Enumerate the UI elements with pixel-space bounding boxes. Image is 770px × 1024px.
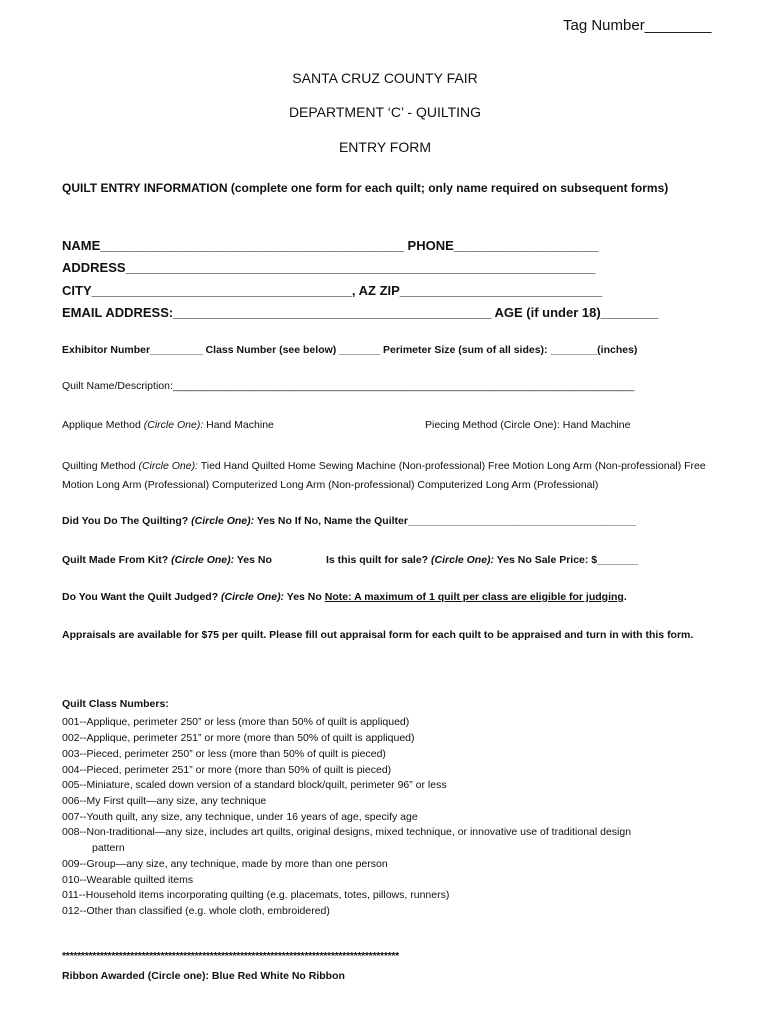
class-item: 005--Miniature, scaled down version of a standard block/quilt, perimeter 96” or less xyxy=(62,779,447,791)
class-item: 011--Household items incorporating quilting (e.g. placemats, totes, pillows, runners) xyxy=(62,889,450,901)
did-you-quilt-label: Did You Do The Quilting? xyxy=(62,515,192,527)
city-zip-line[interactable]: CITY____________________________________, AZ ZIP____________________________ xyxy=(62,283,603,298)
quilting-method-options[interactable]: Tied Hand Quilted Home Sewing Machine (Non-professional) Free Motion Long Arm (Non-professional) Free Motion Long Arm (Professional) Computerized Long Arm (Non-professional) Computerized Long Arm (Professional) xyxy=(62,460,706,491)
piecing-options[interactable]: Hand Machine xyxy=(559,419,631,431)
piecing-method-line[interactable] xyxy=(425,419,630,431)
sale-line[interactable] xyxy=(326,554,638,566)
fair-title: SANTA CRUZ COUNTY FAIR xyxy=(292,70,478,86)
quilt-name-line[interactable]: Quilt Name/Description:_______________________________________________________________________________ xyxy=(62,380,635,392)
applique-options[interactable]: Hand Machine xyxy=(203,419,274,431)
form-title: ENTRY FORM xyxy=(338,139,432,155)
judging-note: Note: A maximum of 1 quilt per class are eligible for judging xyxy=(324,591,624,603)
applique-method-line[interactable] xyxy=(62,419,274,431)
circle-one-label: (Circle One): xyxy=(431,554,495,566)
ribbon-awarded-line[interactable]: Ribbon Awarded (Circle one): Blue Red White No Ribbon xyxy=(62,970,345,982)
class-numbers-heading: Quilt Class Numbers: xyxy=(62,698,169,710)
did-you-quilt-options[interactable]: Yes No If No, Name the Quilter_______________________________________ xyxy=(254,515,636,527)
sale-label: Is this quilt for sale? xyxy=(326,554,432,566)
kit-label: Quilt Made From Kit? xyxy=(62,554,172,566)
judged-options[interactable]: Yes No xyxy=(284,591,325,603)
separator-line: ***************************************************************************************** xyxy=(62,950,399,962)
kit-options[interactable]: Yes No xyxy=(234,554,272,566)
class-item: 001--Applique, perimeter 250” or less (more than 50% of quilt is appliqued) xyxy=(62,716,410,728)
class-item: 002--Applique, perimeter 251” or more (more than 50% of quilt is appliqued) xyxy=(62,732,415,744)
section-heading: QUILT ENTRY INFORMATION (complete one form for each quilt; only name required on subsequent forms) xyxy=(62,181,669,195)
quilting-method-label: Quilting Method xyxy=(62,460,139,472)
exhibitor-class-perimeter-line[interactable]: Exhibitor Number_________ Class Number (see below) _______ Perimeter Size (sum of all sides): ________(inches) xyxy=(62,344,638,356)
address-line[interactable]: ADDRESS_________________________________________________________________ xyxy=(62,260,596,275)
circle-one-label: (Circle One): xyxy=(138,460,198,472)
class-item: 003--Pieced, perimeter 250” or less (more than 50% of quilt is pieced) xyxy=(62,748,386,760)
class-item: 009--Group—any size, any technique, made by more than one person xyxy=(62,858,388,870)
class-item: 010--Wearable quilted items xyxy=(62,874,194,886)
judged-label: Do You Want the Quilt Judged? xyxy=(62,591,222,603)
sale-options[interactable]: Yes No Sale Price: $_______ xyxy=(494,554,639,566)
class-item: 008--Non-traditional—any size, includes art quilts, original designs, mixed technique, or innovative use of traditional design xyxy=(62,826,632,838)
judged-line[interactable] xyxy=(62,591,627,603)
circle-one-label: (Circle One): xyxy=(143,419,204,431)
class-item-continuation: pattern xyxy=(92,842,125,854)
judging-note-period: . xyxy=(623,591,627,603)
class-item: 012--Other than classified (e.g. whole cloth, embroidered) xyxy=(62,905,330,917)
applique-label: Applique Method xyxy=(62,419,144,431)
tag-number-field: Tag Number________ xyxy=(563,17,712,34)
piecing-label: Piecing Method (Circle One): xyxy=(425,419,560,431)
kit-line[interactable] xyxy=(62,554,272,566)
email-age-line[interactable]: EMAIL ADDRESS:____________________________________________ AGE (if under 18)________ xyxy=(62,305,659,320)
class-item: 007--Youth quilt, any size, any technique, under 16 years of age, specify age xyxy=(62,811,418,823)
circle-one-label: (Circle One): xyxy=(191,515,255,527)
quilting-method-block[interactable] xyxy=(62,457,718,495)
did-you-quilt-line[interactable] xyxy=(62,515,636,527)
department-title: DEPARTMENT ‘C’ - QUILTING xyxy=(288,104,482,120)
class-item: 006--My First quilt—any size, any technique xyxy=(62,795,267,807)
name-phone-line[interactable]: NAME__________________________________________ PHONE____________________ xyxy=(62,238,599,253)
circle-one-label: (Circle One): xyxy=(221,591,285,603)
appraisals-note: Appraisals are available for $75 per quilt. Please fill out appraisal form for each quilt to be appraised and turn in with this form. xyxy=(62,629,694,641)
circle-one-label: (Circle One): xyxy=(171,554,235,566)
class-item: 004--Pieced, perimeter 251” or more (more than 50% of quilt is pieced) xyxy=(62,764,392,776)
